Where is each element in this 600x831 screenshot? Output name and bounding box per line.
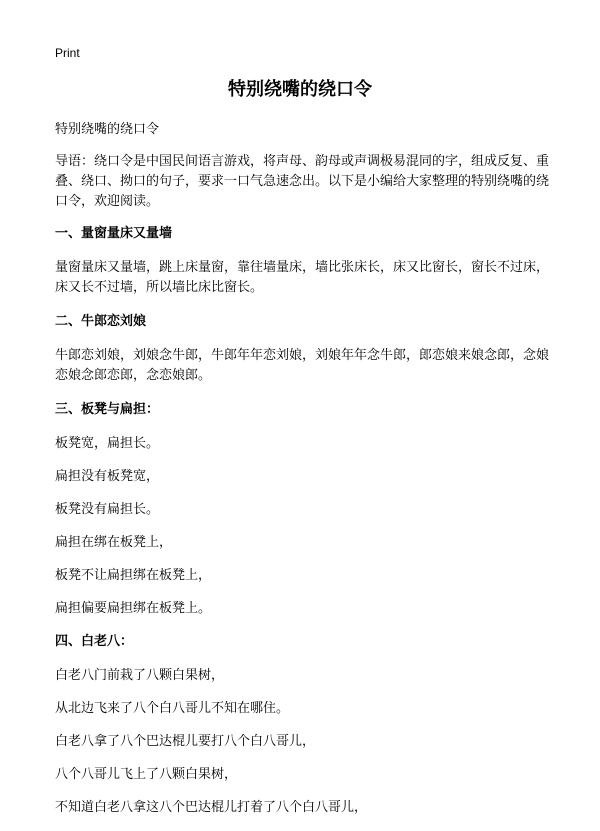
section-heading: 一、量窗量床又量墙 [55, 226, 173, 241]
tongue-twister-line: 板凳没有扁担长。 [55, 502, 160, 517]
document-body [55, 120, 550, 831]
tongue-twister-line: 扁担在绑在板凳上， [55, 535, 173, 550]
tongue-twister-line: 不知道白老八拿这八个巴达棍儿打着了八个白八哥儿， [55, 800, 368, 815]
intro-paragraph: 导语：绕口令是中国民间语言游戏，将声母、韵母或声调极易混同的字，组成反复、重叠、绕口、拗口的句子，要求一口气急速念出。以下是小编给大家整理的特别绕嘴的绕口令，欢迎阅读。 [55, 154, 550, 209]
tongue-twister-line: 板凳不让扁担绑在板凳上， [55, 568, 212, 583]
tongue-twister-line: 从北边飞来了八个白八哥儿不知在哪住。 [55, 701, 290, 716]
tongue-twister-line: 白老八门前栽了八颗白果树， [55, 668, 225, 683]
tongue-twister-line: 扁担没有板凳宽， [55, 469, 160, 484]
section-heading: 四、白老八： [55, 634, 134, 649]
tongue-twister-line: 板凳宽，扁担长。 [55, 436, 160, 451]
tongue-twister-line: 扁担偏要扁担绑在板凳上。 [55, 601, 212, 616]
print-link[interactable]: Print [55, 46, 80, 60]
section-heading: 三、板凳与扁担： [55, 402, 160, 417]
document-title: 特别绕嘴的绕口令 [228, 79, 372, 100]
tongue-twister-line: 白老八拿了八个巴达棍儿要打八个白八哥儿， [55, 734, 316, 749]
tongue-twister-line: 八个八哥儿飞上了八颗白果树， [55, 767, 238, 782]
tongue-twister-text: 量窗量床又量墙，跳上床量窗，靠往墙量床，墙比张床长，床又比窗长，窗长不过床，床又长不过墙，所以墙比床比窗长。 [55, 260, 550, 295]
tongue-twister-text: 牛郎恋刘娘，刘娘念牛郎，牛郎年年恋刘娘，刘娘年年念牛郎，郎恋娘来娘念郎，念娘恋娘念郎恋郎，念恋娘郎。 [55, 348, 550, 383]
document-subtitle: 特别绕嘴的绕口令 [55, 122, 160, 137]
section-heading: 二、牛郎恋刘娘 [55, 314, 147, 329]
